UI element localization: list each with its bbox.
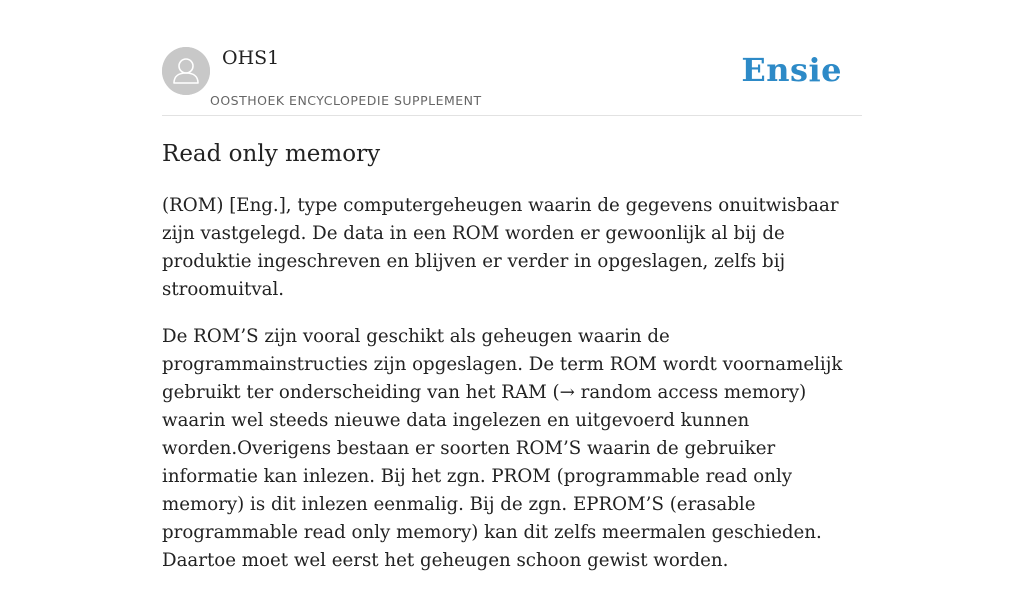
article-paragraph: De ROM’S zijn vooral geschikt als geheugen waarin de programmainstructies zijn opgeslagen. De term ROM wordt voornamelijk gebruikt ter onderscheiding van het RAM (→ random access memory) waarin wel steeds nieuwe data ingelezen en uitgevoerd kunnen worden.Overigens bestaan er soorten ROM’S waarin de gebruiker informatie kan inlezen. Bij het zgn. PROM (programmable read only memory) is dit inlezen eenmalig. Bij de zgn. EPROM’S (erasable programmable read only memory) kan dit zelfs meermalen geschieden. Daartoe moet wel eerst het geheugen schoon gewist worden. <box>162 326 843 571</box>
article-body <box>162 192 862 594</box>
user-avatar-icon[interactable] <box>162 47 210 95</box>
author-name[interactable]: OHS1 <box>222 47 280 69</box>
article-title: Read only memory <box>162 141 381 167</box>
source-label[interactable]: OOSTHOEK ENCYCLOPEDIE SUPPLEMENT <box>210 93 482 108</box>
article-header <box>162 0 862 116</box>
article-paragraph: (ROM) [Eng.], type computergeheugen waarin de gegevens onuitwisbaar zijn vastgelegd. De data in een ROM worden er gewoonlijk al bij de produktie ingeschreven en blijven er verder in opgeslagen, zelfs bij stroomuitval. <box>162 195 839 300</box>
ensie-logo[interactable]: Ensie <box>741 51 842 89</box>
